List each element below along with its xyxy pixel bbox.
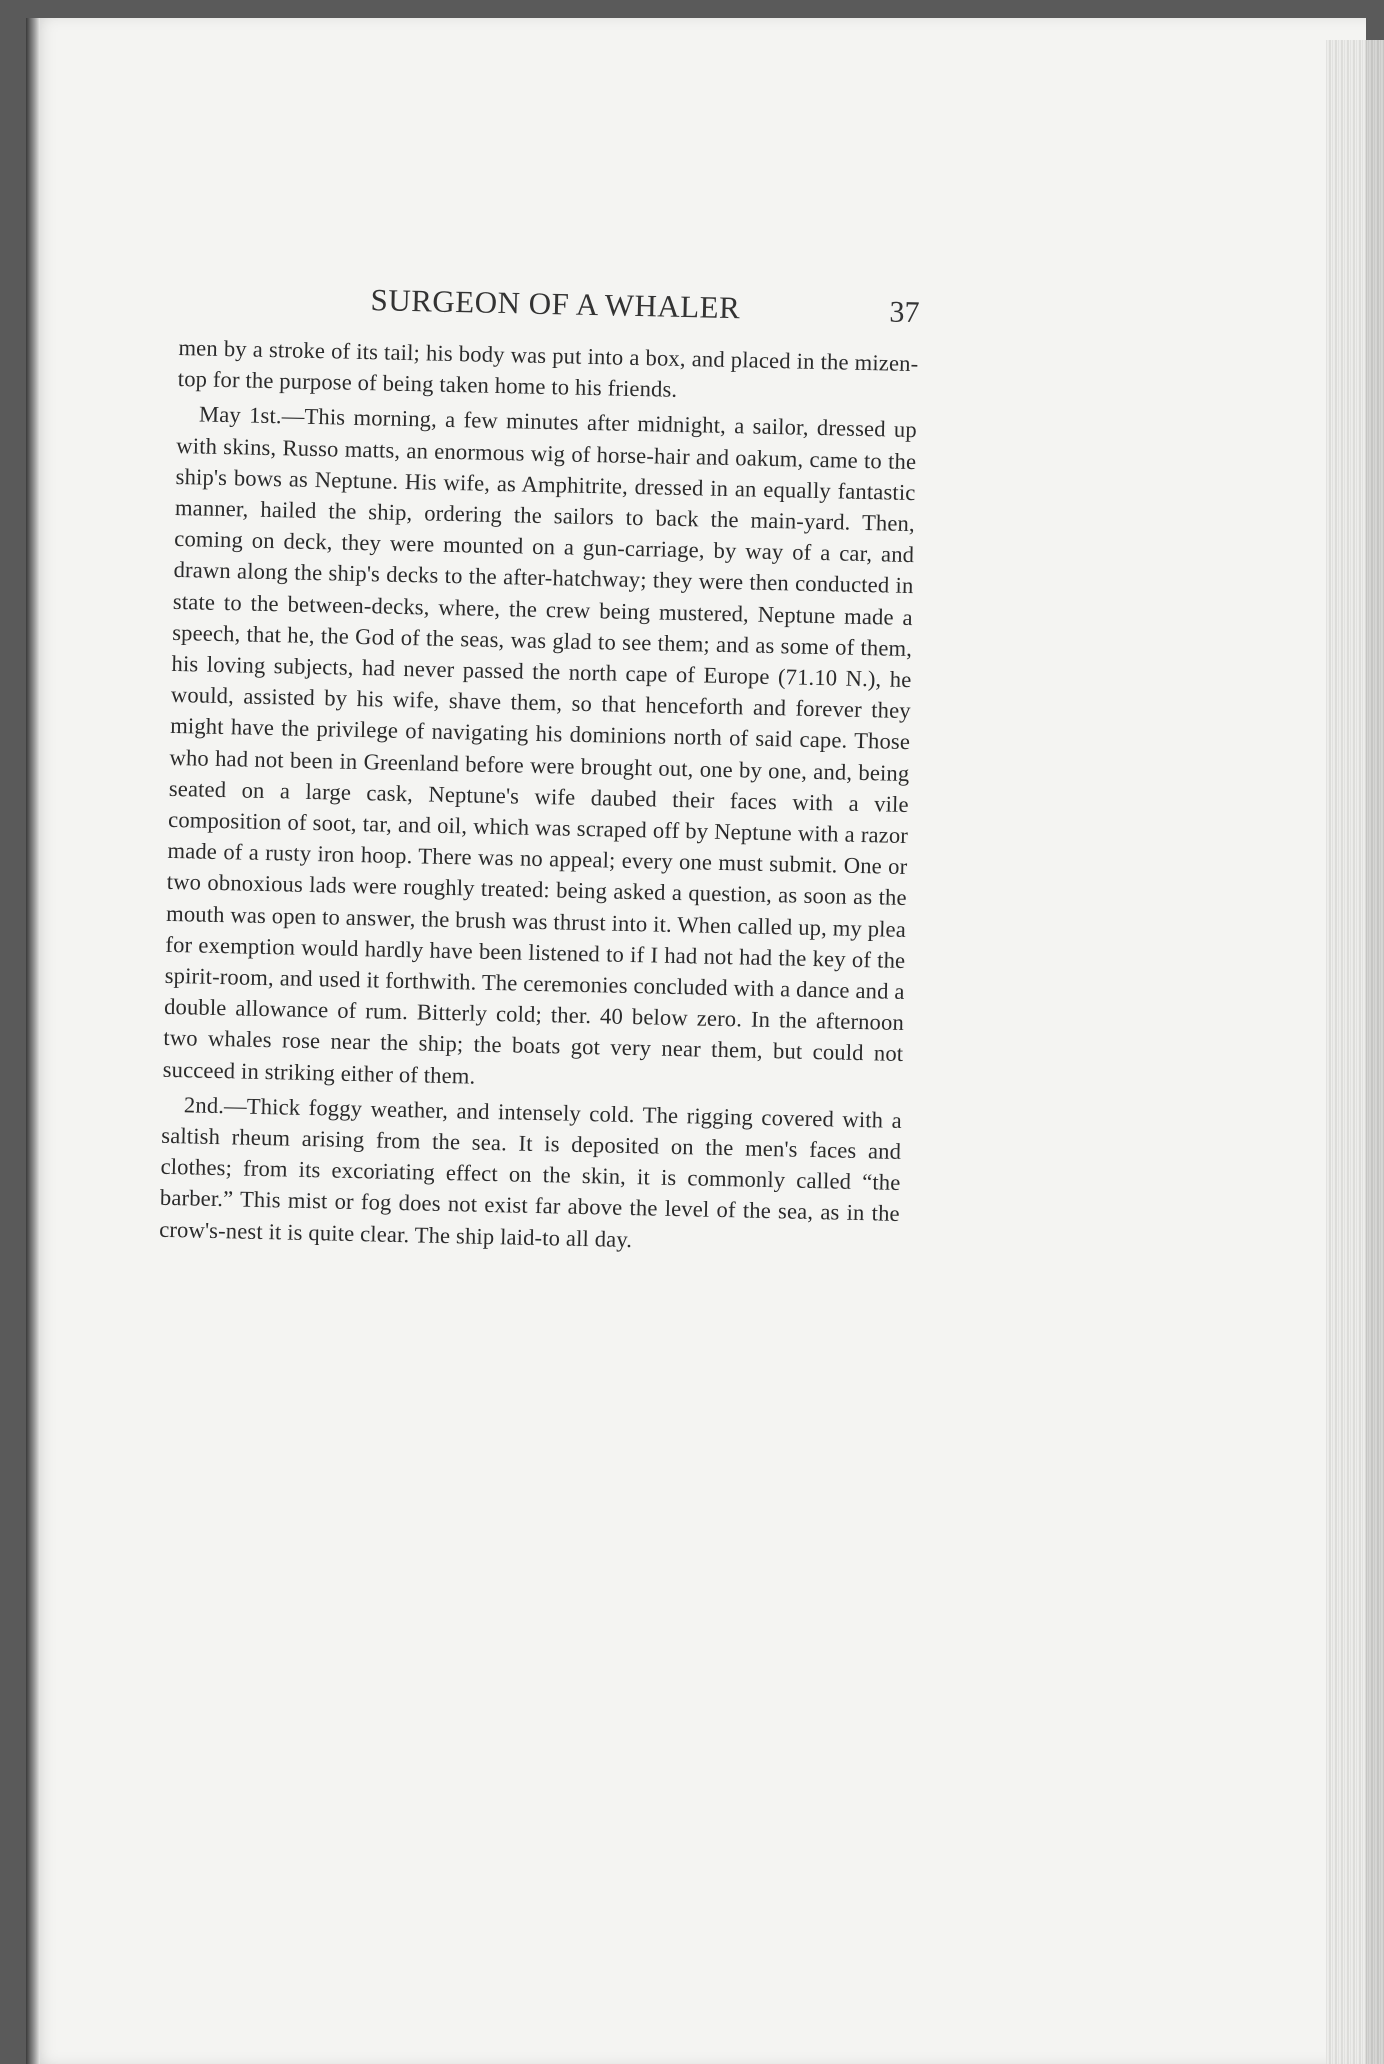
- paragraph-2nd: 2nd.—Thick foggy weather, and intensely cold. The rigging covered with a saltish rheum arising from the sea. It is deposited on the men's faces and clothes; from its excoriating effect on the skin, it is commonly called “the barber.” This mist or fog does not exist far above the level of the sea, as in the crow's-nest it is quite clear. The ship laid-to all day.: [158, 1092, 903, 1252]
- paragraph-continuation: men by a stroke of its tail; his body was put into a box, and placed in the mizen-top for the purpose of being taken home to his friends.: [177, 334, 919, 403]
- running-head-title: SURGEON OF A WHALER: [370, 282, 741, 326]
- page-text-block: [159, 278, 920, 1261]
- page-fore-edge: [1326, 40, 1384, 2064]
- page-number: 37: [889, 295, 920, 330]
- page-gutter: [26, 18, 40, 2064]
- paragraph-may-1st: May 1st.—This morning, a few minutes after midnight, a sailor, dressed up with skins, Russo matts, an enormous wig of horse-hair and oakum, came to the ship's bows as Neptune. His wife, as Amphitrite, dressed in an equally fantastic manner, hailed the ship, ordering the sailors to back the main-yard. Then, coming on deck, they were mounted on a gun-carriage, by way of a car, and drawn along the ship's decks to the after-hatchway; they were then conducted in state to the between-decks, where, the crew being mustered, Neptune made a speech, that he, the God of the seas, was glad to see them; and as some of them, his loving subjects, had never passed the north cape of Europe (71.10 N.), he would, assisted by his wife, shave them, so that henceforth and forever they might have the privilege of navigating his dominions north of said cape. Those who had not been in Greenland before were brought out, one by one, and, being seated on a large cask, Neptune's wife daubed their faces with a vile composition of soot, tar, and oil, which was scraped off by Neptune with a razor made of a rusty iron hoop. There was no appeal; every one must submit. One or two obnoxious lads were roughly treated: being asked a question, as soon as the mouth was open to answer, the brush was thrust into it. When called up, my plea for exemption would hardly have been listened to if I had not had the key of the spirit-room, and used it forthwith. The ceremonies concluded with a dance and a double allowance of rum. Bitterly cold; ther. 40 below zero. In the afternoon two whales rose near the ship; the boats got very near them, but could not succeed in striking either of them.: [162, 401, 918, 1089]
